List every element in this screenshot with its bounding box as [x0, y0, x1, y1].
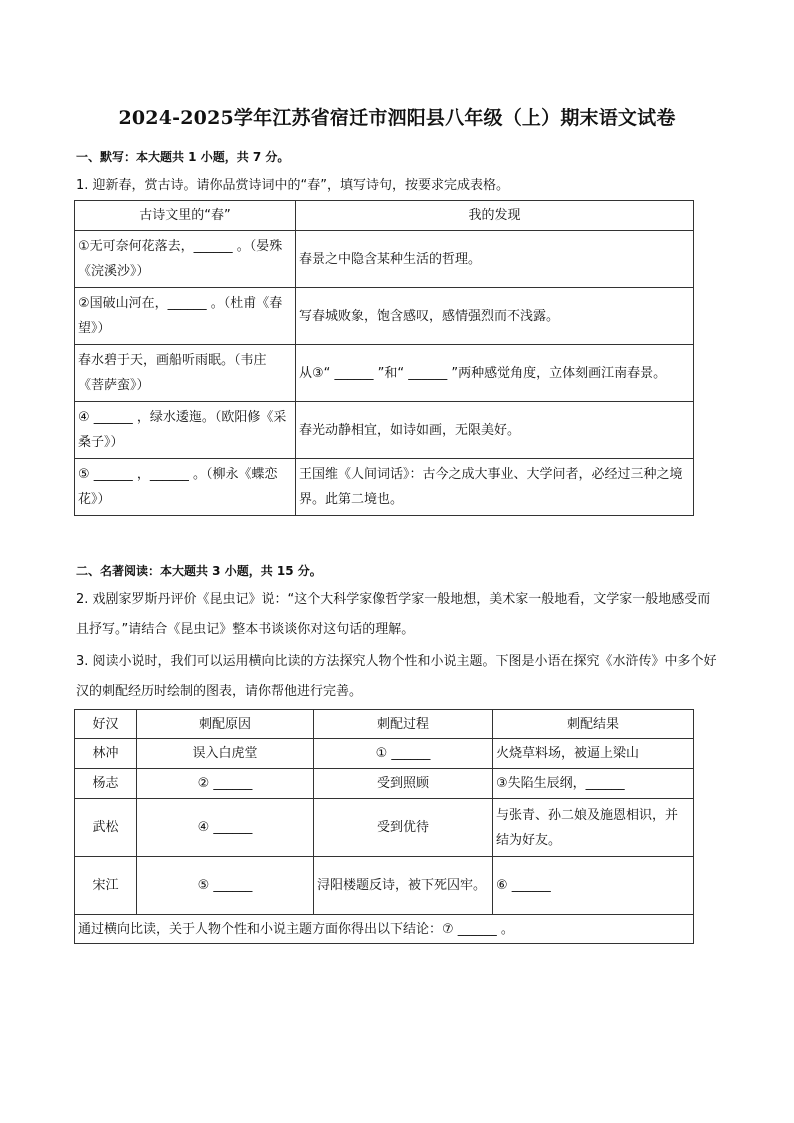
poetry-row: [75, 459, 694, 516]
question-2-text: 2. 戏剧家罗斯丹评价《昆虫记》说：“这个大科学家像哲学家一般地想，美术家一般地看，文学家一般地感受而且抒写。”请结合《昆虫记》整本书谈谈你对这句话的理解。: [76, 592, 711, 637]
header-result: 刺配结果: [493, 710, 694, 739]
hero-row: [75, 739, 694, 769]
reason-cell: ⑤ ______: [137, 857, 314, 915]
page-title: 2024-2025学年江苏省宿迁市泗阳县八年级（上）期末语文试卷: [118, 107, 676, 129]
poem-cell: ②国破山河在，______ 。（杜甫《春望》）: [75, 288, 296, 345]
finding-cell: 从③“ ______ ”和“ ______ ”两种感觉角度，立体刻画江南春景。: [296, 345, 694, 402]
process-cell: 受到照顾: [314, 769, 493, 799]
poetry-table-header: [75, 201, 694, 231]
reason-cell: 误入白虎堂: [137, 739, 314, 769]
poem-cell: ④ ______ ，绿水逶迤。（欧阳修《采桑子》）: [75, 402, 296, 459]
hero-cell: 杨志: [75, 769, 137, 799]
header-reason: 刺配原因: [137, 710, 314, 739]
process-cell: 受到优待: [314, 799, 493, 857]
result-cell: ③失陷生辰纲，______: [493, 769, 694, 799]
reason-cell: ② ______: [137, 769, 314, 799]
question-3-text: 3. 阅读小说时，我们可以运用横向比读的方法探究人物个性和小说主题。下图是小语在探究《水浒传》中多个好汉的刺配经历时绘制的图表，请你帮他进行完善。: [76, 654, 717, 699]
poem-cell: 春水碧于天，画船听雨眠。（韦庄《菩萨蛮》）: [75, 345, 296, 402]
finding-cell: 王国维《人间词话》：古今之成大事业、大学问者，必经过三种之境界。此第二境也。: [296, 459, 694, 516]
header-finding: 我的发现: [296, 201, 694, 231]
water-margin-table-header: [75, 710, 694, 739]
section-1-heading: 一、默写：本大题共 1 小题，共 7 分。: [76, 150, 290, 164]
poem-cell: ①无可奈何花落去，______ 。（晏殊《浣溪沙》）: [75, 231, 296, 288]
process-cell: 浔阳楼题反诗，被下死囚牢。: [314, 857, 493, 915]
header-hero: 好汉: [75, 710, 137, 739]
question-1-text: 1. 迎新春，赏古诗。请你品赏诗词中的“春”，填写诗句，按要求完成表格。: [76, 178, 510, 193]
result-cell: ⑥ ______: [493, 857, 694, 915]
poetry-row: [75, 231, 694, 288]
conclusion-row: [75, 915, 694, 944]
hero-row: [75, 769, 694, 799]
section-2-heading: 二、名著阅读：本大题共 3 小题，共 15 分。: [76, 564, 322, 578]
hero-cell: 林冲: [75, 739, 137, 769]
reason-cell: ④ ______: [137, 799, 314, 857]
process-cell: ① ______: [314, 739, 493, 769]
hero-cell: 宋江: [75, 857, 137, 915]
conclusion-cell: 通过横向比读，关于人物个性和小说主题方面你得出以下结论：⑦ ______ 。: [75, 915, 694, 944]
finding-cell: 写春城败象，饱含感叹，感情强烈而不浅露。: [296, 288, 694, 345]
result-cell: 火烧草料场，被逼上梁山: [493, 739, 694, 769]
poem-cell: ⑤ ______ ，______ 。（柳永《蝶恋花》）: [75, 459, 296, 516]
hero-row: [75, 799, 694, 857]
hero-cell: 武松: [75, 799, 137, 857]
header-process: 刺配过程: [314, 710, 493, 739]
finding-cell: 春景之中隐含某种生活的哲理。: [296, 231, 694, 288]
hero-row: [75, 857, 694, 915]
header-poem: 古诗文里的“春”: [75, 201, 296, 231]
poetry-row: [75, 402, 694, 459]
poetry-table: [74, 200, 694, 516]
finding-cell: 春光动静相宜，如诗如画，无限美好。: [296, 402, 694, 459]
result-cell: 与张青、孙二娘及施恩相识，并结为好友。: [493, 799, 694, 857]
poetry-row: [75, 345, 694, 402]
water-margin-table: [74, 709, 694, 944]
poetry-row: [75, 288, 694, 345]
